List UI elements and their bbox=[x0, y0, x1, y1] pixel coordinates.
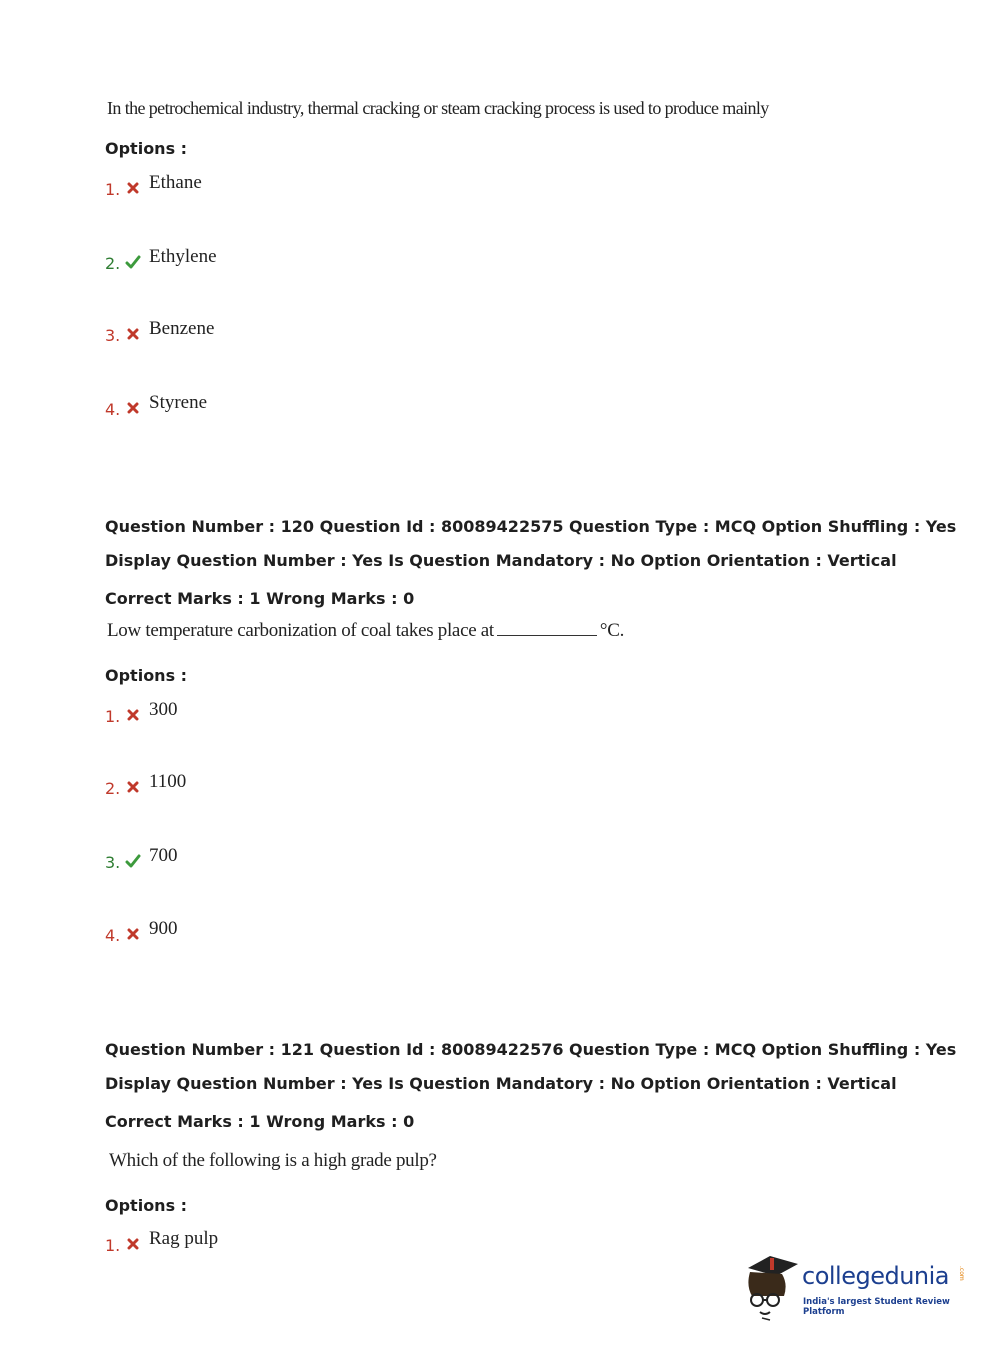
option-item bbox=[105, 771, 505, 801]
option-item bbox=[105, 392, 505, 422]
cross-icon bbox=[125, 779, 141, 795]
options-label: Options : bbox=[105, 666, 188, 685]
cross-icon bbox=[125, 707, 141, 723]
brand-tld: .com bbox=[958, 1266, 965, 1281]
option-text: Ethane bbox=[149, 172, 202, 193]
question-meta-line-2: Display Question Number : Yes Is Question Mandatory : No Option Orientation : Vertical bbox=[105, 551, 897, 570]
option-item bbox=[105, 246, 505, 276]
cross-icon bbox=[125, 180, 141, 196]
fill-blank bbox=[497, 621, 597, 636]
option-item bbox=[105, 918, 505, 948]
option-number: 4. bbox=[105, 400, 121, 419]
question-text: In the petrochemical industry, thermal cracking or steam cracking process is used to produce mainly bbox=[107, 98, 769, 118]
option-text: Rag pulp bbox=[149, 1228, 219, 1249]
check-icon bbox=[125, 254, 141, 270]
option-number: 2. bbox=[105, 254, 121, 273]
question-text bbox=[107, 620, 624, 642]
question-text-after: °C. bbox=[599, 620, 625, 641]
option-text: 900 bbox=[149, 918, 178, 939]
option-number: 3. bbox=[105, 326, 121, 345]
collegedunia-logo bbox=[740, 1250, 970, 1322]
option-text: Benzene bbox=[149, 318, 215, 339]
question-text-before: Low temperature carbonization of coal takes place at bbox=[107, 620, 494, 641]
option-item bbox=[105, 845, 505, 875]
question-meta-line-2: Display Question Number : Yes Is Question Mandatory : No Option Orientation : Vertical bbox=[105, 1074, 897, 1093]
option-number: 1. bbox=[105, 1236, 121, 1255]
option-item bbox=[105, 172, 505, 202]
question-meta-line-3: Correct Marks : 1 Wrong Marks : 0 bbox=[105, 1112, 415, 1131]
option-text: 300 bbox=[149, 699, 178, 720]
cross-icon bbox=[125, 926, 141, 942]
option-item bbox=[105, 318, 505, 348]
question-meta-line-1: Question Number : 120 Question Id : 80089422575 Question Type : MCQ Option Shuffling : Yes bbox=[105, 517, 957, 536]
option-number: 4. bbox=[105, 926, 121, 945]
check-icon bbox=[125, 853, 141, 869]
mascot-icon bbox=[740, 1250, 800, 1322]
question-meta-line-1: Question Number : 121 Question Id : 80089422576 Question Type : MCQ Option Shuffling : Yes bbox=[105, 1040, 957, 1059]
options-label: Options : bbox=[105, 139, 188, 158]
option-number: 1. bbox=[105, 707, 121, 726]
brand-tagline: India's largest Student Review Platform bbox=[803, 1297, 950, 1317]
option-text: Styrene bbox=[149, 392, 208, 413]
option-number: 3. bbox=[105, 853, 121, 872]
option-text: Ethylene bbox=[149, 246, 217, 267]
option-text: 700 bbox=[149, 845, 178, 866]
question-meta-line-3: Correct Marks : 1 Wrong Marks : 0 bbox=[105, 589, 415, 608]
cross-icon bbox=[125, 400, 141, 416]
option-text: 1100 bbox=[149, 771, 187, 792]
cross-icon bbox=[125, 1236, 141, 1252]
option-item bbox=[105, 1228, 505, 1258]
brand-name: collegedunia bbox=[802, 1262, 950, 1290]
cross-icon bbox=[125, 326, 141, 342]
options-label: Options : bbox=[105, 1196, 188, 1215]
option-number: 1. bbox=[105, 180, 121, 199]
question-text: Which of the following is a high grade pulp? bbox=[109, 1150, 437, 1171]
option-number: 2. bbox=[105, 779, 121, 798]
option-item bbox=[105, 699, 505, 729]
